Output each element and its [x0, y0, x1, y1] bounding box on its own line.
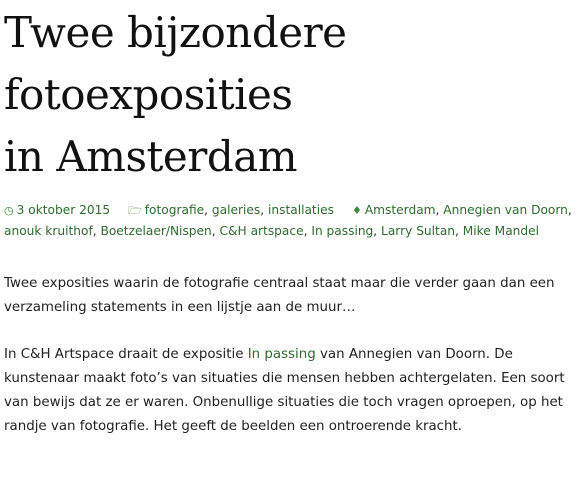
separator: , [435, 203, 444, 217]
title-line: fotoexposities [4, 70, 293, 119]
category-link[interactable]: galeries [211, 203, 261, 217]
post-meta [4, 200, 586, 242]
tag-link[interactable]: Larry Sultan [381, 224, 456, 238]
separator: , [455, 224, 463, 238]
separator: , [260, 203, 268, 217]
paragraph-text: In C&H Artspace draait de expositie [4, 347, 248, 362]
tag-link[interactable]: In passing [311, 224, 374, 238]
title-line: Twee bijzondere [4, 8, 347, 57]
separator: , [373, 224, 382, 238]
tag-icon: ♦ [351, 204, 362, 217]
separator: , [211, 224, 220, 238]
body-paragraph [4, 343, 586, 439]
exhibition-link[interactable]: In passing [247, 347, 316, 362]
page-title [4, 0, 586, 188]
title-line: in Amsterdam [4, 132, 298, 181]
tag-link[interactable]: Mike Mandel [462, 224, 540, 238]
category-link[interactable]: fotografie [144, 203, 205, 217]
post-categories [128, 203, 334, 217]
tag-link[interactable]: Amsterdam [364, 203, 436, 217]
category-link[interactable]: installaties [267, 203, 334, 217]
post-date [4, 203, 110, 217]
tag-link[interactable]: Annegien van Doorn [443, 203, 568, 217]
paragraph-text: van Annegien van Doorn. De kunstenaar maakt foto’s van situaties die mensen hebben achtergelaten. Een soort van bewijs dat ze er waren. Onbenullige situaties die toch vragen oproepen, op het randje van fotografie. Het geeft de beelden een ontroerende kracht. [4, 347, 565, 434]
article [4, 0, 586, 439]
tag-link[interactable]: anouk kruithof [4, 224, 93, 238]
separator: , [567, 203, 572, 217]
tag-link[interactable]: Boetzelaer/Nispen [100, 224, 212, 238]
intro-paragraph: Twee exposities waarin de fotografie centraal staat maar die verder gaan dan een verzameling statements in een lijstje aan de muur… [4, 276, 555, 315]
tag-link[interactable]: C&H artspace [219, 224, 304, 238]
clock-icon: ◷ [4, 204, 14, 217]
separator: , [92, 224, 101, 238]
date-link[interactable]: 3 oktober 2015 [16, 203, 111, 217]
separator: , [204, 203, 212, 217]
separator: , [303, 224, 312, 238]
folder-icon: 🗁 [128, 204, 142, 217]
